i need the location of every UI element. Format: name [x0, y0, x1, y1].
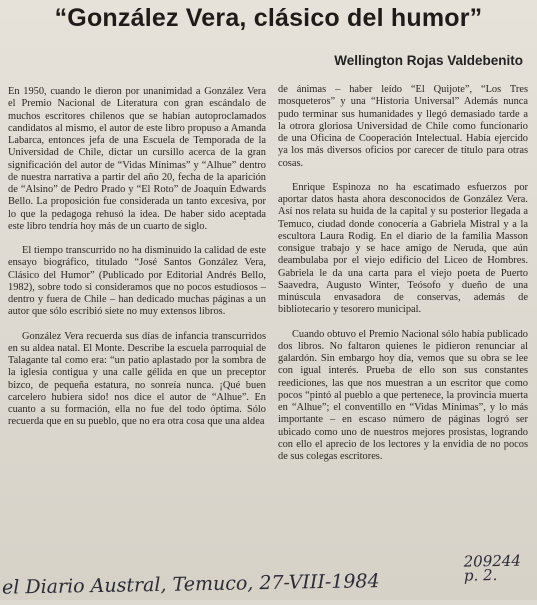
paragraph: González Vera recuerda sus días de infancia transcurridos en su aldea natal. El Monte. Describe la escuela parroquial de Talagante tal como era: “un patio aplastado por la sombra de la iglesia contigua y una calle gélida en que un preceptor bizco, de pequeña estatura, no sonreía nunca. ¡Qué buen carcelero hubiera sido! nos dice el autor de “Alhue”. En cuanto a su formación, ella no fue del todo óptima. Sólo recuerda que en su pueblo, que no era otra cosa que una aldea	[8, 330, 266, 428]
paragraph: Enrique Espinoza no ha escatimado esfuerzos por aportar datos hasta ahora desconocidos de González Vera. Así nos relata su huida de la capital y su posterior llegada a Temuco, ciudad donde conocería a Gabriela Mistral y a la escultora Laura Rodig. En el diario de la familia Masson consigue trabajo y se hace amigo de Neruda, que aún deambulaba por el viejo edificio del Liceo de Hombres. Gabriela le da una carta para el viejo poeta de Puerto Saavedra, Augusto Winter, Teósofo y dueño de una minúscula envasadora de conservas, además de bibliotecario y tesorero municipal.	[278, 181, 528, 316]
handwritten-annotation	[1, 551, 537, 604]
handwritten-source: el Diario Austral, Temuco, 27-VIII-1984	[1, 570, 380, 599]
paragraph: El tiempo transcurrido no ha disminuido la calidad de este ensayo biográfico, titulado “José Santos González Vera, Clásico del Humor” (Publicado por Editorial Andrés Bello, 1982), sobre todo si consideramos que no pocos estudiosos – dentro y fuera de Chile – han dedicado muchas páginas a un autor que sólo escribió siete no muy extensos libros.	[8, 245, 266, 318]
paragraph: En 1950, cuando le dieron por unanimidad a González Vera el Premio Nacional de Literatura con gran escándalo de muchos escritores chilenos que se habían autoproclamados candidatos al mismo, el autor de este libro propuso a Amanda Labarca, entonces jefa de una Escuela de Temporada de la Universidad de Chile, dictar un cursillo acerca de la gran significación del autor de “Vidas Mínimas” y “Alhue” dentro de nuestra narrativa a partir del año 20, fecha de la aparición de “Alsino” de Pedro Prado y “El Roto” de Joaquín Edwards Bello. La proposición fue considerada un tanto excesiva, por lo que la pedagoga rehusó la idea. De haber sido aceptada este libro tendría hoy más de un cuarto de siglo.	[8, 86, 266, 232]
paragraph: Cuando obtuvo el Premio Nacional sólo había publicado dos libros. No faltaron quienes le pidieron renunciar al galardón. Sin embargo hoy día, vemos que su obra se lee con igual interés. Prueba de ello son sus constantes reediciones, las que nos muestran a un escritor que como pocos “pintó al pueblo a que pertenece, la provincia muerta en “Alhue”; el conventillo en “Vidas Mínimas”, y lo más importante – en escaso número de páginas logró ser ubicado como uno de nuestros mejores prosistas, logrando con ello el aprecio de los lectores y la envidia de no pocos de sus colegas escritores.	[278, 328, 528, 462]
article-title: “González Vera, clásico del humor”	[54, 4, 483, 32]
paragraph: de ánimas – haber leído “El Quijote”, “Los Tres mosqueteros” y una “Historia Universal” Además nunca pudo terminar sus humanidades y llegó demasiado tarde a la otrora gloriosa Universidad de Chile como funcionario de una Oficina de Cooperación Intelectual. Había ejercido ya los más diversos oficios por carecer de título para otras cosas.	[278, 84, 528, 169]
article-author: Wellington Rojas Valdebenito	[334, 53, 523, 68]
handwritten-code-top: 209244	[463, 551, 522, 571]
left-column	[8, 86, 266, 441]
handwritten-code-bottom: p. 2.	[463, 566, 498, 585]
handwritten-code	[463, 551, 522, 585]
right-column	[278, 84, 528, 475]
